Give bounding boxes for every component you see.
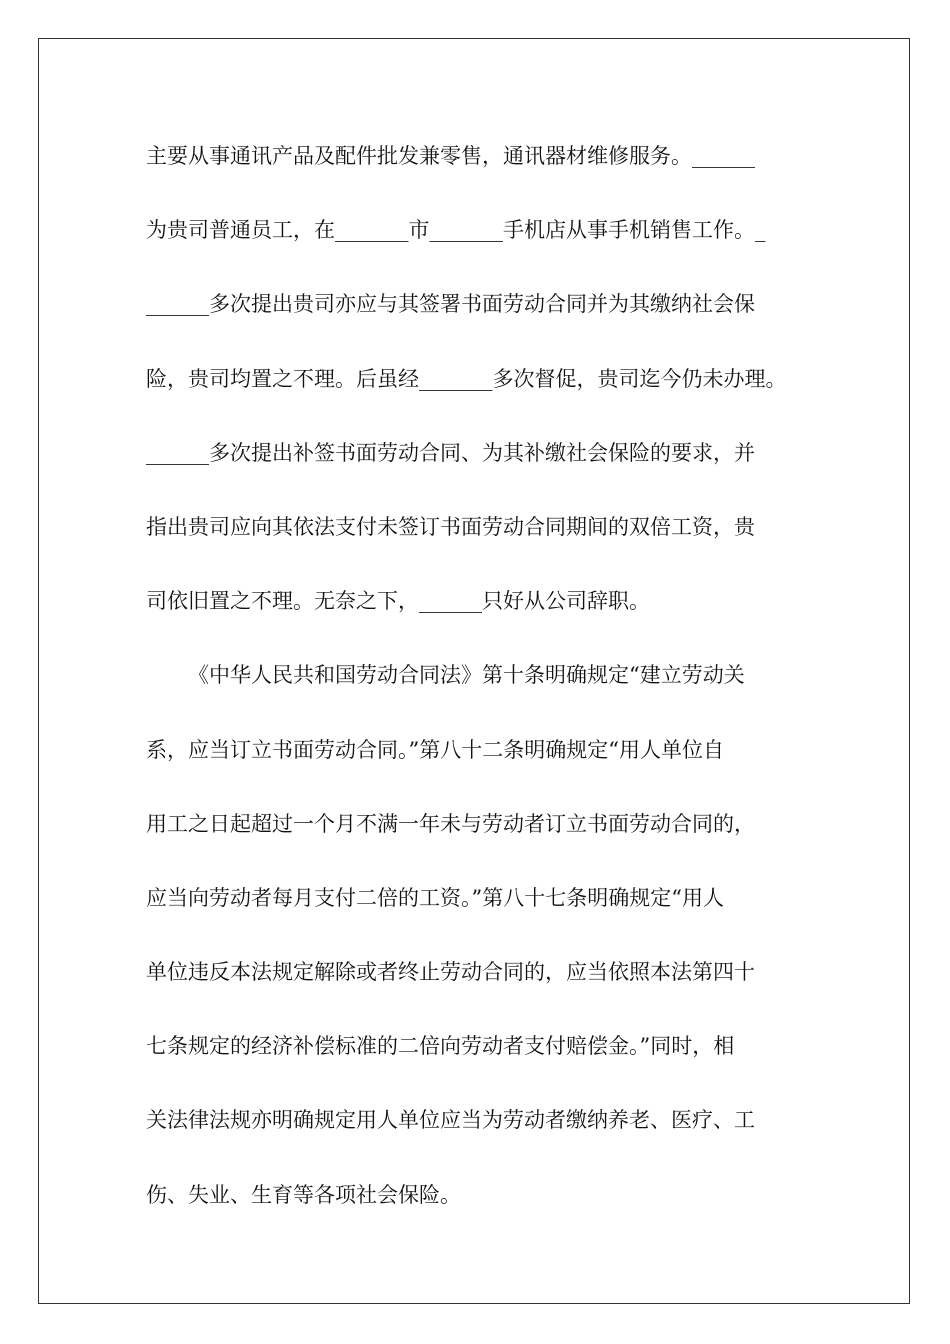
document-body xyxy=(146,134,826,1247)
text-line: 险，贵司均置之不理。后虽经_______多次督促，贵司迄今仍未办理。 xyxy=(146,366,787,391)
text-line: 司依旧置之不理。无奈之下，______只好从公司辞职。 xyxy=(146,589,650,614)
text-line: ______多次提出贵司亦应与其签署书面劳动合同并为其缴纳社会保 xyxy=(146,292,755,317)
text-line: 单位违反本法规定解除或者终止劳动合同的，应当依照本法第四十 xyxy=(146,960,755,985)
paragraph-start-line: 《中华人民共和国劳动合同法》第十条明确规定“建立劳动关 xyxy=(188,663,745,688)
text-line: 主要从事通讯产品及配件批发兼零售，通讯器材维修服务。______ xyxy=(146,144,755,168)
text-line: 为贵司普通员工，在_______市_______手机店从事手机销售工作。_ xyxy=(146,218,766,243)
text-line: 指出贵司应向其依法支付未签订书面劳动合同期间的双倍工资，贵 xyxy=(146,514,755,539)
text-line: 用工之日起超过一个月不满一年未与劳动者订立书面劳动合同的， xyxy=(146,811,755,836)
text-line: 伤、失业、生育等各项社会保险。 xyxy=(146,1182,461,1207)
text-line: ______多次提出补签书面劳动合同、为其补缴社会保险的要求，并 xyxy=(146,440,755,465)
text-line: 关法律法规亦明确规定用人单位应当为劳动者缴纳养老、医疗、工 xyxy=(146,1108,755,1133)
text-line: 七条规定的经济补偿标准的二倍向劳动者支付赔偿金。”同时，相 xyxy=(146,1034,735,1059)
text-line: 系，应当订立书面劳动合同。”第八十二条明确规定“用人单位自 xyxy=(146,737,724,762)
text-line: 应当向劳动者每月支付二倍的工资。”第八十七条明确规定“用人 xyxy=(146,885,724,910)
